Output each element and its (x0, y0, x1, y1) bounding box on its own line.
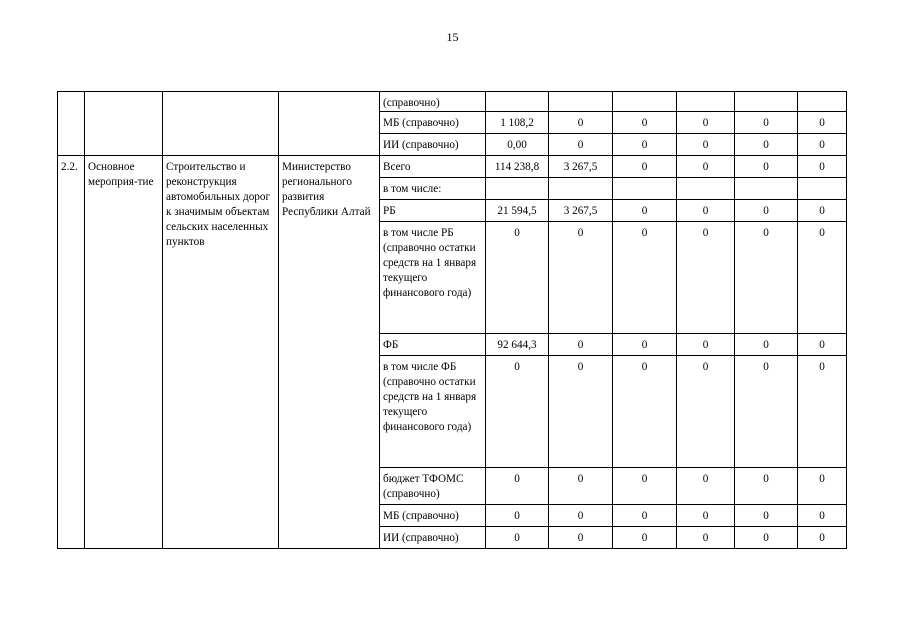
source-cell: ИИ (справочно) (380, 527, 486, 549)
source-cell: МБ (справочно) (380, 112, 486, 134)
value-cell: 0 (549, 505, 613, 527)
value-cell (677, 92, 735, 112)
value-cell: 0 (549, 527, 613, 549)
value-cell: 0 (735, 527, 798, 549)
value-cell (735, 178, 798, 200)
value-cell: 0 (486, 356, 549, 468)
value-cell (798, 92, 847, 112)
value-cell: 0 (677, 356, 735, 468)
value-cell: 0 (677, 505, 735, 527)
activity-executor: Министерство регионального развития Республики Алтай (279, 156, 380, 549)
value-cell: 0 (677, 222, 735, 334)
source-cell: ИИ (справочно) (380, 134, 486, 156)
value-cell: 0 (798, 468, 847, 505)
source-cell: РБ (380, 200, 486, 222)
value-cell: 0 (798, 356, 847, 468)
value-cell: 0 (677, 527, 735, 549)
value-cell: 0 (613, 134, 677, 156)
value-cell (486, 178, 549, 200)
source-cell: МБ (справочно) (380, 505, 486, 527)
value-cell (677, 178, 735, 200)
value-cell: 0 (677, 156, 735, 178)
value-cell: 0 (798, 134, 847, 156)
value-cell: 0 (677, 112, 735, 134)
source-cell: (справочно) (380, 92, 486, 112)
value-cell: 0 (735, 356, 798, 468)
value-cell: 0 (613, 222, 677, 334)
value-cell: 0 (613, 505, 677, 527)
source-cell: Всего (380, 156, 486, 178)
value-cell: 0 (735, 222, 798, 334)
value-cell: 0 (613, 112, 677, 134)
value-cell (549, 92, 613, 112)
value-cell (613, 92, 677, 112)
value-cell: 0 (735, 200, 798, 222)
budget-table (57, 91, 847, 549)
value-cell: 0 (798, 112, 847, 134)
value-cell: 0 (613, 468, 677, 505)
value-cell: 3 267,5 (549, 200, 613, 222)
value-cell: 0 (486, 468, 549, 505)
value-cell: 0 (677, 200, 735, 222)
value-cell: 0 (798, 222, 847, 334)
value-cell: 0 (798, 527, 847, 549)
value-cell: 0 (613, 156, 677, 178)
value-cell: 0 (798, 505, 847, 527)
value-cell: 0 (486, 527, 549, 549)
value-cell: 0 (798, 156, 847, 178)
table-row (58, 156, 847, 178)
value-cell: 0 (735, 134, 798, 156)
value-cell: 21 594,5 (486, 200, 549, 222)
value-cell: 0 (798, 200, 847, 222)
page-number: 15 (446, 30, 459, 44)
value-cell (549, 178, 613, 200)
value-cell: 0 (798, 334, 847, 356)
value-cell: 0 (549, 356, 613, 468)
value-cell (613, 178, 677, 200)
value-cell (735, 92, 798, 112)
value-cell: 0 (735, 334, 798, 356)
value-cell: 0 (735, 112, 798, 134)
activity-code: 2.2. (58, 156, 85, 549)
value-cell: 1 108,2 (486, 112, 549, 134)
value-cell: 0 (613, 200, 677, 222)
value-cell: 0 (549, 134, 613, 156)
activity-name: Строительство и реконструкция автомобильных дорог к значимым объектам сельских населенных пунктов (163, 156, 279, 549)
value-cell: 0 (486, 222, 549, 334)
source-cell: ФБ (380, 334, 486, 356)
value-cell: 0 (677, 134, 735, 156)
name-cell (163, 92, 279, 156)
source-cell: в том числе ФБ (справочно остатки средств на 1 января текущего финансового года) (380, 356, 486, 468)
source-cell: в том числе РБ (справочно остатки средств на 1 января текущего финансового года) (380, 222, 486, 334)
value-cell: 0 (613, 356, 677, 468)
value-cell: 0 (735, 505, 798, 527)
value-cell (798, 178, 847, 200)
value-cell: 0 (613, 334, 677, 356)
source-cell: в том числе: (380, 178, 486, 200)
value-cell: 0 (549, 334, 613, 356)
value-cell: 0 (735, 468, 798, 505)
kind-cell (85, 92, 163, 156)
value-cell: 0 (613, 527, 677, 549)
value-cell: 0 (735, 156, 798, 178)
code-cell (58, 92, 85, 156)
value-cell: 0 (549, 222, 613, 334)
executor-cell (279, 92, 380, 156)
activity-kind: Основное мероприя-тие (85, 156, 163, 549)
value-cell: 0 (677, 468, 735, 505)
value-cell: 0 (677, 334, 735, 356)
value-cell: 92 644,3 (486, 334, 549, 356)
value-cell: 0,00 (486, 134, 549, 156)
value-cell: 0 (549, 468, 613, 505)
value-cell: 0 (549, 112, 613, 134)
value-cell: 114 238,8 (486, 156, 549, 178)
value-cell: 0 (486, 505, 549, 527)
value-cell (486, 92, 549, 112)
source-cell: бюджет ТФОМС (справочно) (380, 468, 486, 505)
value-cell: 3 267,5 (549, 156, 613, 178)
table-row (58, 92, 847, 112)
